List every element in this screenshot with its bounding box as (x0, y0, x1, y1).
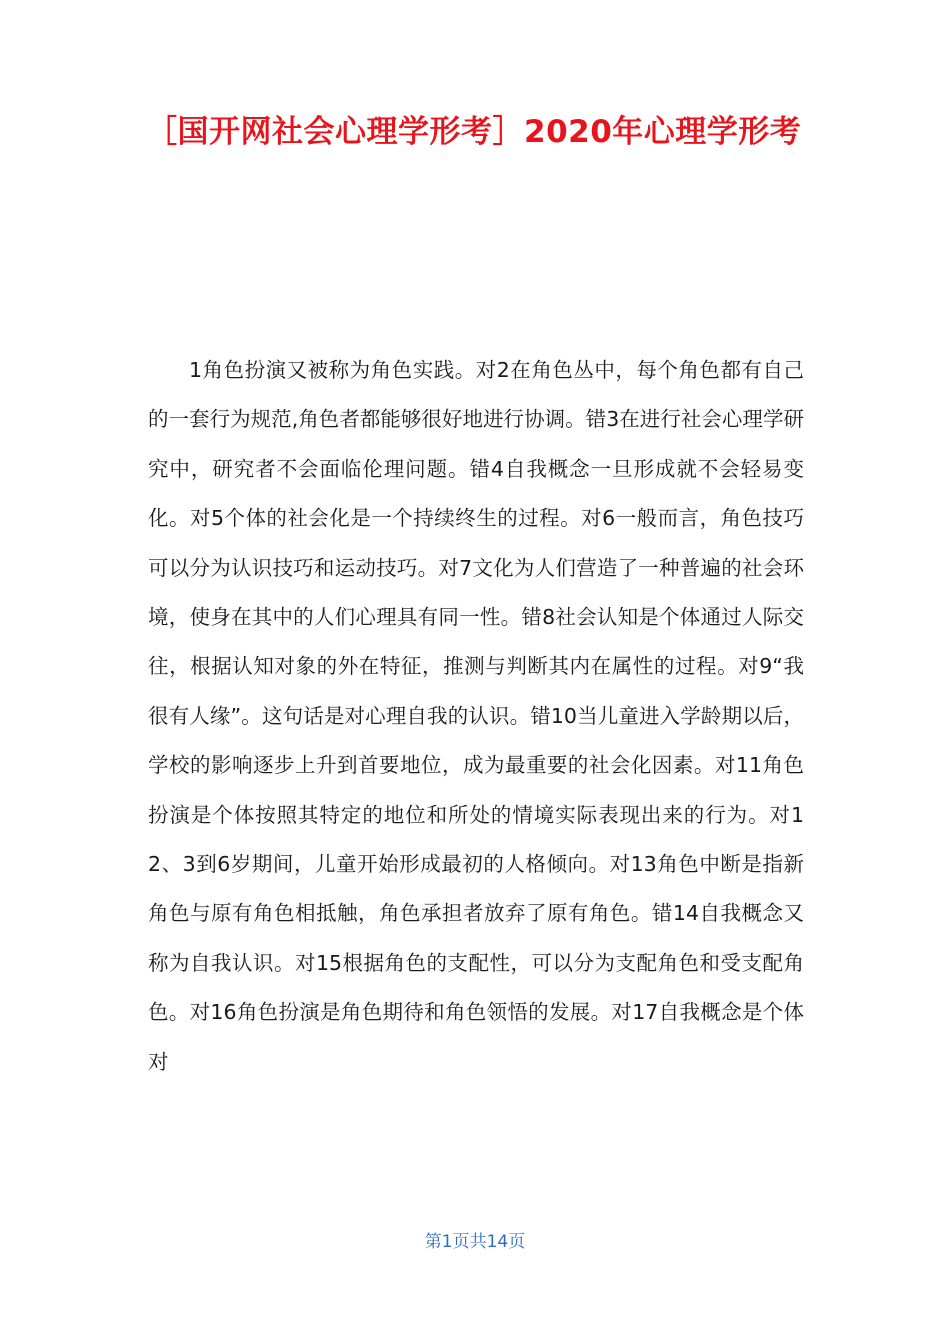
document-body-paragraph: 1角色扮演又被称为角色实践。对2在角色丛中，每个角色都有自己的一套行为规范,角色者都能够很好地进行协调。错3在进行社会心理学研究中，研究者不会面临伦理问题。错4自我概念一旦形成就不会轻易变化。对5个体的社会化是一个持续终生的过程。对6一般而言，角色技巧可以分为认识技巧和运动技巧。对7文化为人们营造了一种普遍的社会环境，使身在其中的人们心理具有同一性。错8社会认知是个体通过人际交往，根据认知对象的外在特征，推测与判断其内在属性的过程。对9“我很有人缘”。这句话是对心理自我的认识。错10当儿童进入学龄期以后，学校的影响逐步上升到首要地位，成为最重要的社会化因素。对11角色扮演是个体按照其特定的地位和所处的情境实际表现出来的行为。对12、3到6岁期间，儿童开始形成最初的人格倾向。对13角色中断是指新角色与原有角色相抵触，角色承担者放弃了原有角色。错14自我概念又称为自我认识。对15根据角色的支配性，可以分为支配角色和受支配角色。对16角色扮演是角色期待和角色领悟的发展。对17自我概念是个体对 (148, 358, 804, 1074)
page-number-footer: 第1页共14页 (424, 1232, 526, 1252)
document-title: ［国开网社会心理学形考］2020年心理学形考 (146, 114, 802, 150)
